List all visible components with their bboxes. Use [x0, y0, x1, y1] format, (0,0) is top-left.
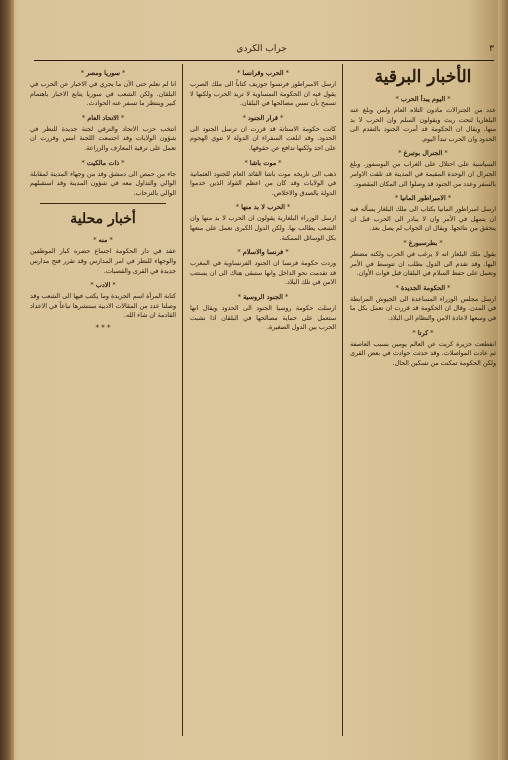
article-title: * الادب *	[30, 280, 176, 290]
article-title: * ذات مالكيت *	[30, 158, 176, 168]
section-masthead-telegraph: الأخبار البرقية	[374, 67, 472, 87]
article-title: * اليوم يبدأ الحرب *	[350, 94, 496, 104]
article-text: ارسل امبراطور المانيا بكتاب الى ملك البلغار يسأله فيه ان يتمهل في الأمر وان لا يبادر الى الحرب قبل ان يتحقق من نتائجها. ويقال ان الجواب لم يصل بعد.	[350, 206, 496, 233]
header-rule	[34, 60, 494, 61]
column-middle	[190, 64, 336, 736]
article-text: عقد في دار الحكومة اجتماع حضره كبار الموظفين والوجهاء للنظر في امر المدارس وقد تقرر فتح مدارس جديدة في القرى والقصبات.	[30, 248, 176, 275]
article-title: * بطرسبورغ *	[350, 238, 496, 248]
article-title: * الحرب لا بد منها *	[190, 202, 336, 212]
article-text: انتخب حزب الاتحاد والترقي لجنة جديدة للنظر في شؤون الولايات وقد اجتمعت اللجنة امس وقررت ان تعمل على ترقية المعارف والزراعة.	[30, 125, 176, 152]
article-title: * الجنود الروسية *	[190, 292, 336, 302]
column-telegraph-news	[350, 64, 496, 736]
column-local-news	[30, 64, 176, 736]
article-title: * الحكومة الجديدة *	[350, 283, 496, 293]
article-text: ارسلت حكومة روسيا الجنود الى الحدود ويقال انها ستعمل على حماية مصالحها في البلقان اذا نشبت الحرب بين الدول الصغيرة.	[190, 304, 336, 332]
section-divider	[40, 203, 166, 204]
article-title: * قرار الجنود *	[190, 113, 336, 123]
article-text: انقطعت جزيرة كريت عن العالم يومين بسبب العاصفة ثم عادت المواصلات. وقد حدثت حوادث في بعض القرى ولكن الحكومة تمكنت من تسكين الحال.	[350, 340, 496, 367]
page-edge	[498, 0, 508, 760]
article-text: كانت حكومة الاستانة قد قررت ان ترسل الجنود الى الحدود. وقد ابلغت السفراء ان الدولة لا تنوي الهجوم على احد ولكنها تدافع عن حقوقها.	[190, 125, 336, 152]
article-title: * الاتحاد العام *	[30, 113, 176, 123]
column-rule	[182, 64, 183, 736]
article-text: جاء من حمص الى دمشق وفد من وجهاء المدينة لمقابلة الوالي والتداول معه في شؤون المدينة وقد استقبلهم الوالي بالترحاب.	[30, 170, 176, 197]
article-title: * الجنرال بوتبرغ *	[350, 148, 496, 158]
article-text: السياسية على احتلال على الغراب من البوسفور. وبلغ الجنرال ان الوحدة المقيمة في المدينة قد تلقت الاوامر بالسفر وعدد من الجنود قد وصلوا الى المكان المقصود.	[350, 161, 496, 188]
article-title: * فرنسا والاسلام *	[190, 247, 336, 257]
article-title: * الامبراطور المانيا *	[350, 193, 496, 203]
article-text: كتابة المرأة اسم الجريدة وما يكتب فيها الى الشعب وقد وصلنا عدد من المقالات الادبية سننشرها تباعاً في الاعداد القادمة ان شاء الله.	[30, 293, 176, 320]
page-header	[34, 40, 494, 58]
article-text: ارسل مجلس الوزراء المساعدة الى الجيوش المرابطة في المدن. وقال ان الحكومة قد قررت ان تعمل بكل ما في وسعها لاعادة الامن والنظام الى البلاد.	[350, 295, 496, 322]
article-text: انا لم نعلم حتى الآن ما يجري في الاخبار عن الحرب في البلقان. ولكن الشعب في سوريا يتابع الاخبار باهتمام كبير وينتظر ما تسفر عنه الحوادث.	[30, 81, 176, 108]
book-binding	[0, 0, 14, 760]
page-number: ٣	[489, 44, 494, 54]
article-title: * منه *	[30, 235, 176, 245]
article-text: وردت حكومة فرنسا ان الجنود الفرنساوية في المغرب قد تقدمت نحو الداخل وانها ستبقى هناك الى ان يستتب الامن في تلك البلاد.	[190, 260, 336, 287]
article-title: * سوريا ومصر *	[30, 68, 176, 78]
section-masthead-local: أخبار محلية	[70, 211, 136, 228]
article-text: ذهب الى تاريخه موت باشا القائد العام للجنود العثمانية في الولايات وقد كان من اعظم القواد الذين خدموا الدولة بالصدق والاخلاص.	[190, 170, 336, 197]
article-title: * كرتا *	[350, 328, 496, 338]
article-text: ارسل الوزراء البلغارية يقولون ان الحرب لا بد منها وان الشعب يطالب بها. ولكن الدول الكبرى تعمل على منعها بكل الوسائل الممكنة.	[190, 215, 336, 242]
article-text: عدد من الجنرالات مادون التلاه العام ولمن وبلغ عنه البلغاريا لتحت ريث ويقولون السلم وان الحرب لا بد منها. ويقال ان الحكومة قد أمرت الجنود بالتقدم الى الحدود وان الحرب تبدأ اليوم.	[350, 107, 496, 143]
article-title: * الحرب وقرانسا *	[190, 68, 336, 78]
end-mark: * * *	[95, 323, 111, 332]
article-columns	[28, 64, 496, 736]
column-rule	[342, 64, 343, 736]
article-text: ارسل الامبراطور فرنسوا جوزيف كتاباً الى ملك الصرب يقول فيه ان الحكومة النمساوية لا تريد الحرب ولكنها لا تسمح بأن تمس مصالحها في البلقان.	[190, 81, 336, 108]
article-text: يقول ملك البلغار انه لا يرغب في الحرب ولكنه مضطر اليها. وقد تقدم الى الدول بطلب ان تتوسط في الأمر وتعمل على حفظ السلام في البلقان قبل فوات الأوان.	[350, 250, 496, 278]
newspaper-name: جراب الكردي	[236, 44, 287, 54]
article-title: * موت باشا *	[190, 158, 336, 168]
